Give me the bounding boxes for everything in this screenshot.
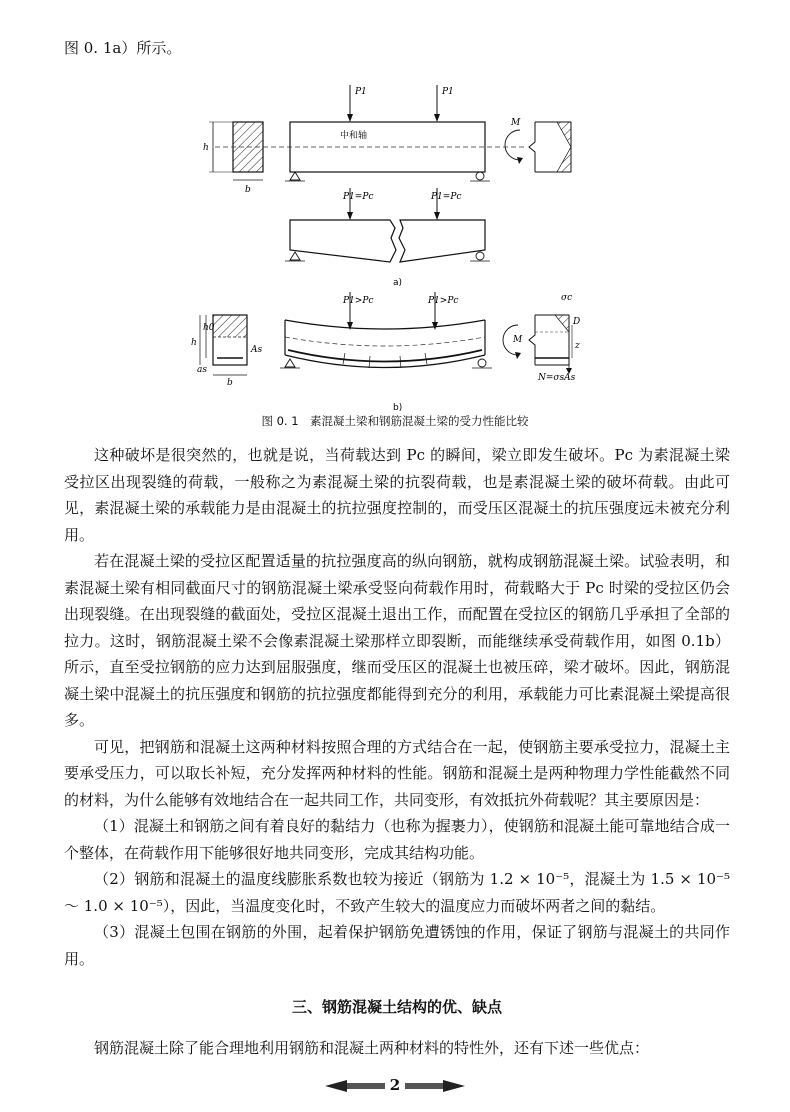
label-h: h	[203, 143, 209, 153]
label-sigma-c: σc	[561, 293, 573, 303]
load-p1-eq-left: P1=Pc	[343, 192, 374, 202]
moment-label-b: M	[513, 335, 523, 345]
load-arrows-a1	[347, 85, 454, 122]
label-D: D	[573, 317, 581, 327]
load-p1-gt-left: P1>Pc	[343, 296, 374, 306]
label-As: As	[251, 345, 263, 355]
roller-support-icon	[476, 252, 484, 260]
section-title: 三、钢筋混凝土结构的优、缺点	[291, 998, 502, 1016]
figure-0-1	[191, 80, 581, 430]
paragraph: 若在混凝土梁的受拉区配置适量的抗拉强度高的纵向钢筋，就构成钢筋混凝土梁。试验表明，和素混凝土梁有相同截面尺寸的钢筋混凝土梁承受竖向荷载作用时，荷载略大于 Pc 时梁的受拉区仍会出现裂缝。在出现裂缝的截面处，受拉区混凝土退出工作，而配置在受拉区的钢筋几乎承担了全部的拉力。这时，钢筋混凝土梁不会像素混凝土梁那样立即裂断，而能继续承受荷载作用，如图 0.1b）所示，直至受拉钢筋的应力达到屈服强度，继而受压区的混凝土也被压碎，梁才破坏。因此，钢筋混凝土梁中混凝土的抗压强度和钢筋的抗拉强度都能得到充分的利用，承载能力可比素混凝土梁提高很多。	[64, 552, 730, 729]
page-footer	[0, 1076, 790, 1094]
label-a: a)	[393, 278, 403, 288]
figure-caption: 图 0. 1 素混凝土梁和钢筋混凝土梁的受力性能比较	[261, 414, 529, 428]
rc-beam-bent	[280, 320, 492, 368]
label-b: b	[245, 185, 251, 195]
plain-beam-section	[203, 122, 263, 195]
body-text	[64, 442, 730, 1061]
paragraph: （2）钢筋和混凝土的温度线膨胀系数也较为接近（钢筋为 1.2 × 10⁻⁵，混凝土为 1.5 × 10⁻⁵ ～ 1.0 × 10⁻⁵），因此，当温度变化时，不致产生较大的温度应力而破坏两者之间的黏结。	[64, 870, 730, 915]
label-z: z	[575, 341, 580, 351]
rc-beam-section	[191, 315, 262, 388]
paragraph: （1）混凝土和钢筋之间有着良好的黏结力（也称为握裹力），使钢筋和混凝土能可靠地结合成一个整体，在荷载作用下能够很好地共同变形，完成其结构功能。	[64, 817, 730, 862]
intro-line: 图 0. 1a）所示。	[64, 39, 182, 57]
roller-support-icon	[476, 172, 484, 180]
paragraph: 可见，把钢筋和混凝土这两种材料按照合理的方式结合在一起，使钢筋主要承受拉力，混凝土主要承受压力，可以取长补短，充分发挥两种材料的性能。钢筋和混凝土是两种物理力学性能截然不同的材料，为什么能够有效地结合在一起共同工作，共同变形，有效抵抗外荷载呢？其主要原因是：	[64, 737, 730, 809]
label-as: as	[197, 365, 207, 375]
left-arrow-icon	[325, 1079, 385, 1093]
label-b-part: b)	[393, 403, 403, 413]
rebar-bent	[288, 350, 482, 362]
label-N: N=σsAs	[538, 373, 576, 383]
plain-stress-diagram	[505, 118, 571, 172]
cracked-plain-beam	[285, 220, 490, 262]
label-b-b: b	[227, 378, 233, 388]
page-number: 2	[389, 1076, 401, 1094]
load-p1-right: P1	[442, 87, 454, 97]
load-p1-left: P1	[355, 87, 367, 97]
load-p1-eq-right: P1=Pc	[431, 192, 462, 202]
label-h0: h0	[203, 323, 215, 333]
label-h-b: h	[191, 338, 197, 348]
neutral-axis-label: 中和轴	[340, 131, 368, 141]
load-p1-gt-right: P1>Pc	[428, 296, 459, 306]
figure-diagram	[191, 80, 581, 430]
load-arrows-b	[342, 292, 458, 330]
right-arrow-icon	[405, 1079, 465, 1093]
paragraph: （3）混凝土包围在钢筋的外围，起着保护钢筋免遭锈蚀的作用，保证了钢筋与混凝土的共同作用。	[64, 923, 730, 968]
pin-support-icon	[290, 252, 300, 260]
pin-support-icon	[285, 359, 295, 367]
paragraph: 这种破坏是很突然的，也就是说，当荷载达到 Pc 的瞬间，梁立即发生破坏。Pc 为素混凝土梁受拉区出现裂缝的荷载，一般称之为素混凝土梁的抗裂荷载，也是素混凝土梁的破坏荷载。由此可见，素混凝土梁的承载能力是由混凝土的抗拉强度控制的，而受压区混凝土的抗压强度远未被充分利用。	[64, 446, 730, 544]
paragraph: 钢筋混凝土除了能合理地利用钢筋和混凝土两种材料的特性外，还有下述一些优点：	[94, 1038, 650, 1057]
plain-beam	[285, 122, 490, 181]
pin-support-icon	[290, 172, 300, 180]
load-arrows-a2	[342, 188, 461, 220]
roller-support-icon	[478, 359, 486, 367]
rc-stress-diagram	[503, 293, 580, 383]
moment-label-a: M	[511, 118, 521, 128]
